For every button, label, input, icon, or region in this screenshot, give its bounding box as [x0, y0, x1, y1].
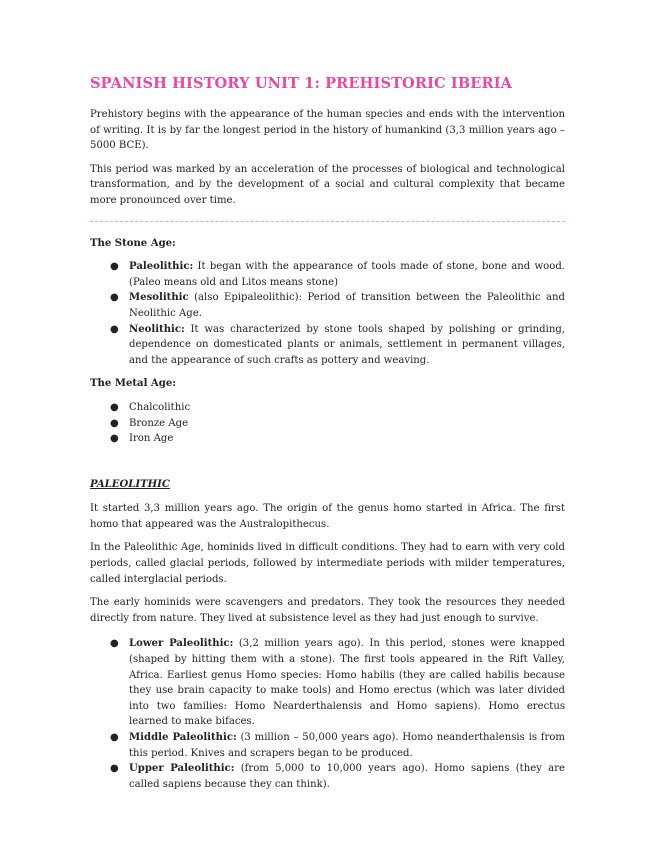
list-item-neolithic — [110, 322, 565, 369]
list-item-upper-paleolithic — [110, 761, 565, 792]
term-paleolithic: Paleolithic: — [129, 261, 194, 273]
intro-paragraph-1: Prehistory begins with the appearance of the human species and ends with the intervention of writing. It is by far the longest period in the history of humankind (3,3 million years ago – 5000 BCE). — [90, 109, 565, 152]
bullet-icon: ● — [110, 732, 119, 743]
desc-middle-paleolithic: (3 million – 50,000 years ago). Homo neanderthalensis is from this period. Knives and scrapers began to be produced. — [129, 732, 565, 759]
desc-lower-paleolithic: (3,2 million years ago). In this period, stones were knapped (shaped by hitting them with a stone). The first tools appeared in the Rift Valley, Africa. Earliest genus Homo species: Homo habilis (they are called habilis because they use brain capacity to make tools) and Homo erectus (which was later divided into two families: Homo Nearderthalensis and Homo sapiens). Homo erectus learned to make bifaces. — [129, 638, 565, 728]
list-item-paleolithic — [110, 259, 565, 290]
bullet-icon: ● — [110, 261, 119, 273]
list-item-bronze-age — [110, 416, 565, 432]
term-middle-paleolithic: Middle Paleolithic: — [129, 732, 237, 743]
metal-age-item: Iron Age — [129, 433, 174, 445]
dashed-divider — [90, 221, 565, 222]
paleolithic-heading: PALEOLITHIC — [90, 478, 170, 490]
intro-paragraph-2: This period was marked by an acceleration of the processes of biological and technological transformation, and by the development of a social and cultural complexity that became more pronounced over time. — [90, 163, 565, 206]
stone-age-list — [90, 259, 565, 368]
bullet-icon: ● — [110, 323, 119, 335]
term-lower-paleolithic: Lower Paleolithic: — [129, 638, 234, 650]
metal-age-item: Bronze Age — [129, 417, 189, 429]
desc-neolithic: It was characterized by stone tools shaped by polishing or grinding, dependence on domesticated plants or animals, settlement in permanent villages, and the appearance of such crafts as pottery and weaving. — [129, 323, 565, 366]
list-item-chalcolithic — [110, 400, 565, 416]
list-item-iron-age — [110, 431, 565, 447]
stone-age-label: The Stone Age: — [90, 237, 176, 249]
desc-upper-paleolithic: (from 5,000 to 10,000 years ago). Homo sapiens (they are called sapiens because they can think). — [129, 763, 565, 790]
bullet-icon: ● — [110, 401, 119, 413]
bullet-icon: ● — [110, 417, 119, 429]
bullet-icon: ● — [110, 433, 119, 445]
paleolithic-periods-list — [90, 636, 565, 792]
metal-age-list — [90, 400, 565, 447]
metal-age-label: The Metal Age: — [90, 378, 176, 390]
desc-paleolithic: It began with the appearance of tools made of stone, bone and wood. (Paleo means old and Litos means stone) — [129, 261, 565, 288]
list-item-mesolithic — [110, 290, 565, 321]
term-mesolithic: Mesolithic — [129, 292, 189, 304]
term-upper-paleolithic: Upper Paleolithic: — [129, 763, 235, 775]
metal-age-item: Chalcolithic — [129, 401, 191, 413]
list-item-lower-paleolithic — [110, 636, 565, 730]
paleolithic-paragraph-3: The early hominids were scavengers and predators. They took the resources they needed directly from nature. They lived at subsistence level as they had just enough to survive. — [90, 597, 565, 624]
document-title: SPANISH HISTORY UNIT 1: PREHISTORIC IBERIA — [90, 75, 513, 92]
paleolithic-paragraph-2: In the Paleolithic Age, hominids lived in difficult conditions. They had to earn with very cold periods, called glacial periods, followed by intermediate periods with milder temperatures, called interglacial periods. — [90, 542, 565, 585]
bullet-icon: ● — [110, 763, 119, 775]
list-item-middle-paleolithic — [110, 730, 565, 761]
bullet-icon: ● — [110, 292, 119, 304]
term-neolithic: Neolithic: — [129, 323, 185, 335]
paleolithic-paragraph-1: It started 3,3 million years ago. The origin of the genus homo started in Africa. The first homo that appeared was the Australopithecus. — [90, 503, 565, 530]
desc-mesolithic: (also Epipaleolithic): Period of transition between the Paleolithic and Neolithic Age. — [129, 292, 565, 319]
bullet-icon: ● — [110, 638, 119, 650]
